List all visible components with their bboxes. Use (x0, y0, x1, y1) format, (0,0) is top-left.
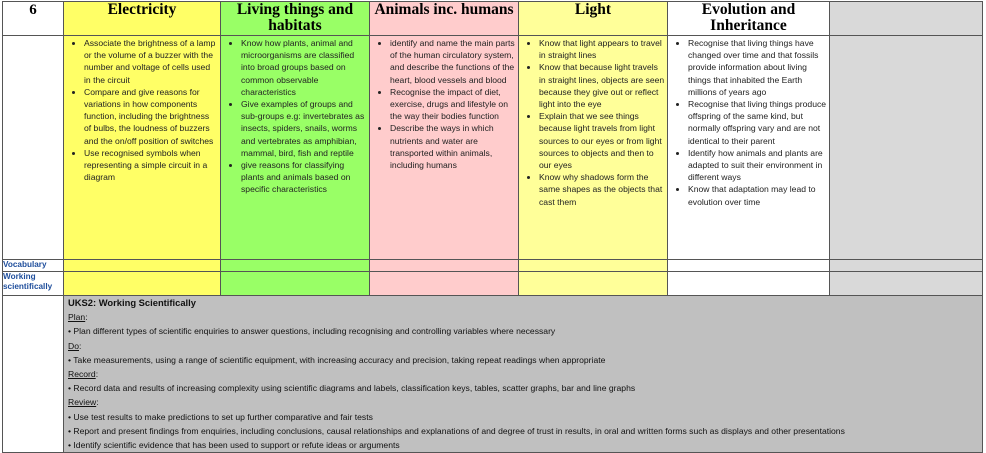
ws-record-heading (68, 367, 978, 381)
objective-item: • Give examples of groups and sub-groups e.g: invertebrates as insects, spiders, snails, worms and vertebrates as amphibian, mammal, bird, fish and reptile (241, 98, 367, 159)
header-empty-cell (830, 2, 983, 36)
ws-review-heading (68, 395, 978, 409)
vocabulary-empty-cell (830, 260, 983, 272)
header-light: Light (519, 2, 668, 36)
ws-review-label: Review (68, 397, 97, 408)
objectives-row-label (3, 36, 64, 260)
objective-item: • Know why shadows form the same shapes as the objects that cast them (539, 171, 665, 208)
ws-plan-item: • Plan different types of scientific enquiries to answer questions, including recognising and controlling variables where necessary (68, 326, 556, 337)
ws-review-item: • Identify scientific evidence that has been used to support or refute ideas or arguments (68, 440, 400, 451)
vocabulary-living-things (221, 260, 370, 272)
objective-item: • Identify how animals and plants are adapted to suit their environment in different ways (688, 147, 827, 184)
ws-do-heading (68, 339, 978, 353)
objective-item: • Know that adaptation may lead to evolution over time (688, 183, 827, 207)
ws-review-suffix: : (96, 397, 99, 408)
ws-review-item: • Report and present findings from enquiries, including conclusions, causal relationships and explanations of and degree of trust in results, in oral and written forms such as displays and other presentations (68, 425, 845, 436)
objective-item: • Know how plants, animal and microorganisms are classified into broad groups based on common observable characteristics (241, 37, 367, 98)
ws-animals-humans (370, 272, 519, 296)
objectives-evolution (668, 36, 830, 260)
ws-plan-heading (68, 310, 978, 324)
header-electricity: Electricity (64, 2, 221, 36)
vocabulary-light (519, 260, 668, 272)
objective-item: • Compare and give reasons for variations in how components function, including the brightness of bulbs, the loudness of buzzers and the on/off position of switches (84, 86, 218, 147)
ws-review-item: • Use test results to make predictions to set up further comparative and fair tests (68, 411, 373, 422)
objective-item: • Know that because light travels in straight lines, objects are seen because they give out or reflect light into the eye (539, 61, 665, 110)
objective-item: • Explain that we see things because light travels from light sources to our eyes or from light sources to objects and then to our eyes (539, 110, 665, 171)
working-scientifically-label: Working scientifically (3, 272, 64, 296)
objective-item: • Describe the ways in which nutrients and water are transported within animals, including humans (390, 122, 516, 171)
ws-title: UKS2: Working Scientifically (68, 297, 196, 308)
year-label: 6 (3, 2, 64, 36)
curriculum-table (2, 1, 983, 453)
objectives-electricity (64, 36, 221, 260)
ws-record-suffix: : (95, 369, 99, 380)
objectives-light (519, 36, 668, 260)
ws-evolution (668, 272, 830, 296)
ws-do-suffix: : (79, 340, 82, 351)
objectives-empty-cell (830, 36, 983, 260)
ws-plan-suffix: : (85, 312, 88, 323)
header-evolution: Evolution and Inheritance (668, 2, 830, 36)
objective-item: • Recognise that living things have changed over time and that fossils provide information about living things that inhabited the Earth millions of years ago (688, 37, 827, 98)
ws-record-item: • Record data and results of increasing complexity using scientific diagrams and labels, classification keys, tables, scatter graphs, bar and line graphs (68, 383, 636, 394)
ws-do-label: Do (68, 340, 79, 351)
ws-plan-label: Plan (68, 312, 86, 323)
ws-do-item: • Take measurements, using a range of scientific equipment, with increasing accuracy and precision, taking repeat readings when appropriate (68, 354, 606, 365)
vocabulary-evolution (668, 260, 830, 272)
objective-item: • Use recognised symbols when representing a simple circuit in a diagram (84, 147, 218, 184)
objective-item: • Associate the brightness of a lamp or the volume of a buzzer with the number and voltage of cells used in the circuit (84, 37, 218, 86)
vocabulary-label: Vocabulary (3, 260, 64, 272)
objective-item: • Recognise that living things produce offspring of the same kind, but normally offspring vary and are not identical to their parent (688, 98, 827, 147)
ws-electricity (64, 272, 221, 296)
objective-item: • give reasons for classifying plants and animals based on specific characteristics (241, 159, 367, 196)
working-scientifically-summary (64, 296, 983, 453)
ws-light (519, 272, 668, 296)
ws-summary-row-label (3, 296, 64, 453)
ws-record-label: Record (68, 369, 96, 380)
ws-empty-cell (830, 272, 983, 296)
ws-living-things (221, 272, 370, 296)
objectives-living-things (221, 36, 370, 260)
objective-item: • Recognise the impact of diet, exercise, drugs and lifestyle on the way their bodies function (390, 86, 516, 123)
objectives-animals-humans (370, 36, 519, 260)
header-animals-humans: Animals inc. humans (370, 2, 519, 36)
objective-item: • Know that light appears to travel in straight lines (539, 37, 665, 61)
header-living-things: Living things and habitats (221, 2, 370, 36)
objective-item: • identify and name the main parts of the human circulatory system, and describe the functions of the heart, blood vessels and blood (390, 37, 516, 86)
vocabulary-animals-humans (370, 260, 519, 272)
vocabulary-electricity (64, 260, 221, 272)
